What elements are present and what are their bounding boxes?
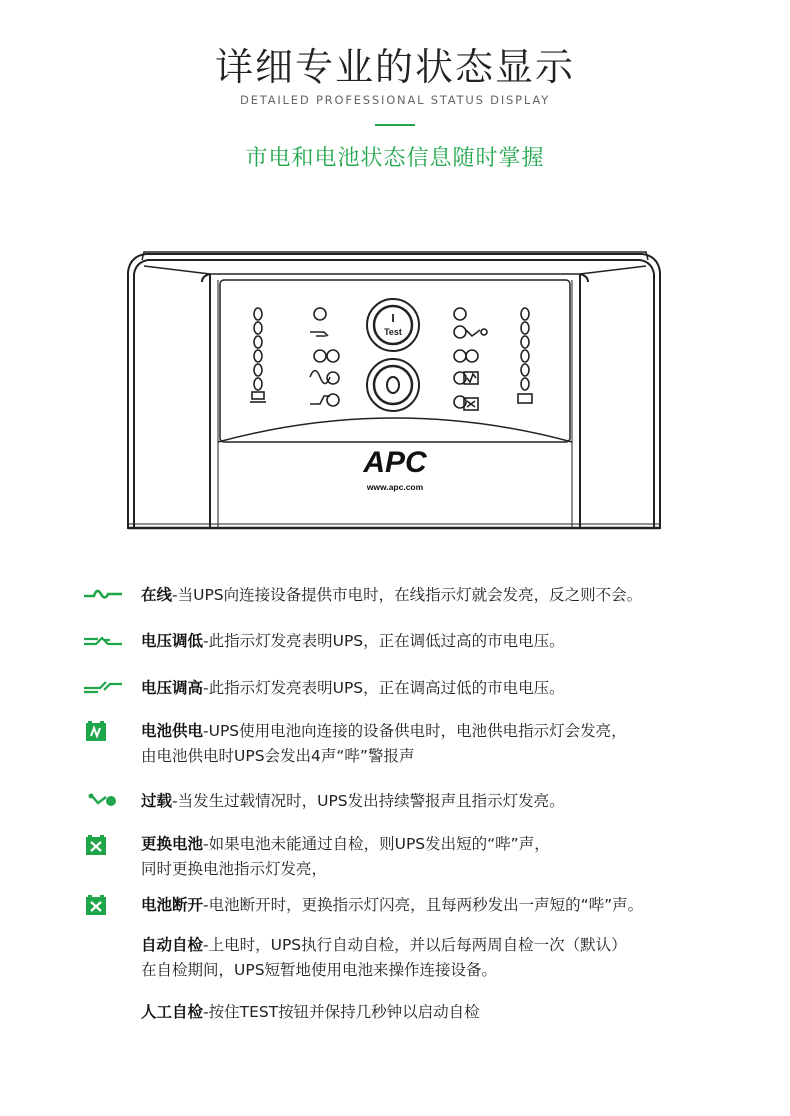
page-subtitle-en: DETAILED PROFESSIONAL STATUS DISPLAY — [240, 93, 550, 107]
legend-desc-2: 同时更换电池指示灯发亮， — [141, 860, 328, 878]
ups-front-panel — [120, 244, 670, 534]
legend-desc: -电池断开时，更换指示灯闪亮，且每两秒发出一声短的“哔”声。 — [203, 896, 644, 914]
section-heading: 市电和电池状态信息随时掌握 — [245, 146, 545, 171]
legend-desc: -此指示灯发亮表明UPS，正在调低过高的市电电压。 — [203, 632, 565, 650]
legend-term: 自动自检 — [141, 936, 204, 954]
overload-icon — [82, 790, 124, 812]
svg-text:www.apc.com: www.apc.com — [366, 482, 424, 492]
legend-term: 电压调低 — [141, 632, 204, 650]
legend-desc-2: 由电池供电时UPS会发出4声“哔”警报声 — [141, 747, 415, 765]
svg-text:Test: Test — [384, 327, 402, 337]
legend-term: 在线 — [141, 586, 173, 604]
battery-disconnected-icon — [82, 895, 124, 917]
online-icon — [82, 583, 124, 605]
legend-desc: -上电时，UPS执行自动自检，并以后每两周自检一次（默认） — [203, 936, 627, 954]
page-title: 详细专业的状态显示 — [214, 45, 575, 89]
on-battery-icon — [82, 721, 124, 743]
svg-text:APC: APC — [363, 446, 427, 479]
replace-battery-icon — [82, 835, 124, 857]
legend-desc: -如果电池未能通过自检，则UPS发出短的“哔”声， — [203, 835, 550, 853]
legend-term: 电池断开 — [141, 896, 204, 914]
apc-logo — [362, 446, 428, 492]
legend-term: 过载 — [141, 792, 173, 810]
off-button — [367, 359, 419, 411]
test-button — [367, 299, 419, 351]
legend-term: 电池供电 — [141, 722, 204, 740]
load-led-column — [250, 308, 266, 402]
legend-desc: -当UPS向连接设备提供市电时，在线指示灯就会发亮，反之则不会。 — [172, 586, 643, 604]
legend-term: 人工自检 — [141, 1003, 204, 1021]
legend-desc: -此指示灯发亮表明UPS，正在调高过低的市电电压。 — [203, 679, 565, 697]
legend-desc-2: 在自检期间，UPS短暂地使用电池来操作连接设备。 — [141, 961, 498, 979]
legend-term: 更换电池 — [141, 835, 204, 853]
legend-desc: -按住TEST按钮并保持几秒钟以启动自检 — [203, 1003, 480, 1021]
boost-icon — [82, 677, 124, 699]
legend-desc: -UPS使用电池向连接的设备供电时，电池供电指示灯会发亮， — [203, 722, 627, 740]
battery-led-column — [518, 308, 532, 403]
accent-divider — [375, 124, 415, 126]
legend-desc: -当发生过载情况时，UPS发出持续警报声且指示灯发亮。 — [172, 792, 565, 810]
legend-term: 电压调高 — [141, 679, 204, 697]
trim-icon — [82, 630, 124, 652]
